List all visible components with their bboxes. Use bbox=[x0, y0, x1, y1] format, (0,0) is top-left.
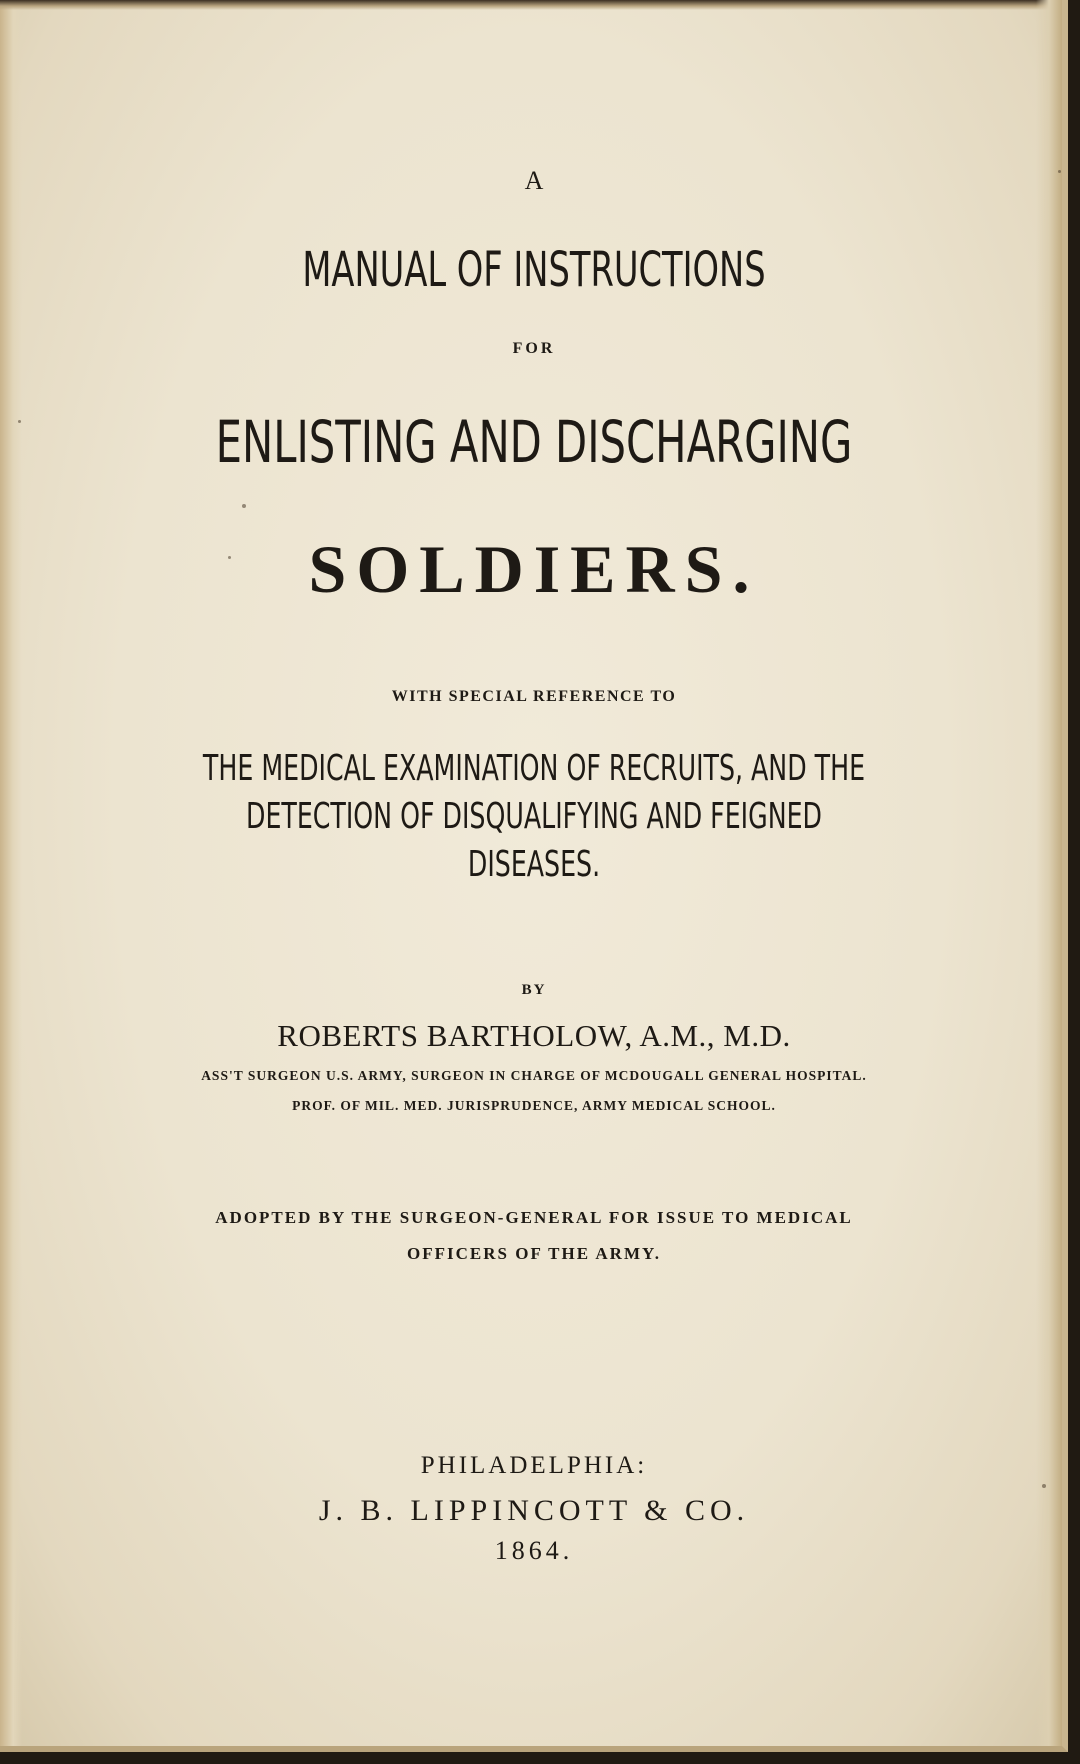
spine-shadow bbox=[0, 0, 22, 1746]
subtitle-line: DISEASES. bbox=[467, 844, 601, 885]
title-line-2: ENLISTING AND DISCHARGING bbox=[215, 408, 853, 476]
foxing-speck bbox=[1042, 1484, 1046, 1488]
top-edge bbox=[0, 0, 1062, 10]
foxing-speck bbox=[228, 556, 231, 559]
foxing-speck bbox=[242, 504, 246, 508]
title-line-1: MANUAL OF INSTRUCTIONS bbox=[302, 242, 766, 298]
author-credential: PROF. OF MIL. MED. JURISPRUDENCE, ARMY MEDICAL SCHOOL. bbox=[292, 1098, 776, 1113]
adoption-note: OFFICERS OF THE ARMY. bbox=[407, 1244, 661, 1263]
foxing-speck bbox=[18, 420, 21, 423]
author-name: ROBERTS BARTHOLOW, A.M., M.D. bbox=[277, 1018, 791, 1053]
title-article: A bbox=[524, 166, 544, 195]
subtitle-intro: WITH SPECIAL REFERENCE TO bbox=[391, 688, 677, 705]
subtitle-line: DETECTION OF DISQUALIFYING AND FEIGNED bbox=[245, 796, 823, 837]
adoption-note: ADOPTED BY THE SURGEON-GENERAL FOR ISSUE TO MEDICAL bbox=[215, 1208, 853, 1227]
title-line-3: SOLDIERS. bbox=[308, 531, 760, 607]
right-edge bbox=[1036, 0, 1062, 1746]
imprint-city: PHILADELPHIA: bbox=[420, 1452, 648, 1479]
title-connector: FOR bbox=[512, 340, 556, 357]
by-line: BY bbox=[521, 982, 547, 998]
subtitle-line: THE MEDICAL EXAMINATION OF RECRUITS, AND THE bbox=[202, 748, 866, 789]
imprint-publisher: J. B. LIPPINCOTT & CO. bbox=[318, 1494, 750, 1527]
imprint-year: 1864. bbox=[494, 1536, 574, 1565]
foxing-speck bbox=[1058, 170, 1061, 173]
author-credential: ASS'T SURGEON U.S. ARMY, SURGEON IN CHARGE OF MCDOUGALL GENERAL HOSPITAL. bbox=[201, 1068, 867, 1083]
